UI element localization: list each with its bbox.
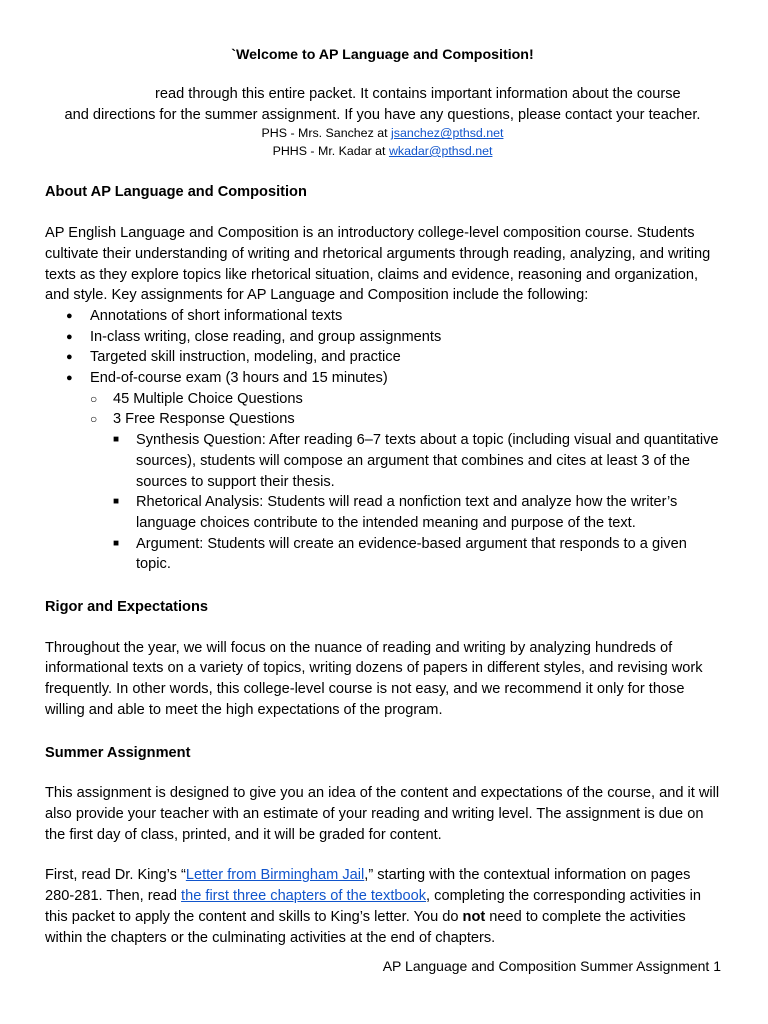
contact-phhs <box>45 143 720 161</box>
text-run: First, read Dr. King’s “ <box>45 867 186 884</box>
textbook-link[interactable]: the first three chapters of the textbook <box>181 888 427 905</box>
intro-line-1: read through this entire packet. It contains important information about the course <box>155 86 681 102</box>
summer-paragraph-1: This assignment is designed to give you an idea of the content and expectations of the course, and it will also provide your teacher with an estimate of your reading and writing level. The assignment is due on the first day of class, printed, and it will be graded for content. <box>45 785 720 843</box>
letter-link[interactable]: Letter from Birmingham Jail <box>185 867 365 884</box>
list-item: ● In-class writing, close reading, and group assignments <box>45 327 720 348</box>
text-run: need to complete the activities within the chapters or the culminating activities at the end of chapters. <box>45 908 686 946</box>
document-page <box>45 45 720 948</box>
list-item: ● Targeted skill instruction, modeling, and practice <box>45 347 720 368</box>
page-title: `Welcome to AP Language and Composition! <box>231 47 534 63</box>
list-item: ■ Synthesis Question: After reading 6–7 texts about a topic (including visual and quantitative sources), students will compose an argument that combines and cites at least 3 of the sources to support their thesis. <box>113 430 720 492</box>
list-item-text: End-of-course exam (3 hours and 15 minutes) <box>90 370 388 387</box>
contact-label: PHHS - Mr. Kadar at <box>272 143 389 158</box>
key-assignments-list <box>45 306 720 575</box>
summer-paragraph-2 <box>45 865 720 948</box>
email-link[interactable]: wkadar@pthsd.net <box>388 143 493 158</box>
text-run: , completing the corresponding activities in this packet to apply the content and skills to King’s letter. You do <box>45 888 702 925</box>
section-heading-about: About AP Language and Composition <box>45 184 307 201</box>
section-heading-rigor: Rigor and Expectations <box>45 599 208 616</box>
text-run: ,” starting with the contextual information on pages 280-281. Then, read <box>45 867 691 905</box>
email-link[interactable]: jsanchez@pthsd.net <box>391 126 504 141</box>
list-item <box>45 368 720 575</box>
list-item <box>90 409 720 575</box>
list-item-text: 3 Free Response Questions <box>113 411 295 428</box>
contact-list <box>45 125 720 160</box>
list-item: ■ Argument: Students will create an evidence-based argument that responds to a given topic. <box>113 534 720 575</box>
rigor-paragraph: Throughout the year, we will focus on the nuance of reading and writing by analyzing hundreds of informational texts on a variety of topics, writing dozens of papers in different styles, and revising work frequently. In other words, this college-level course is not easy, and we recommend it only for those willing and able to meet the high expectations of the program. <box>45 639 703 718</box>
exam-parts-list <box>90 389 720 575</box>
frq-list <box>113 430 720 575</box>
page-footer: AP Language and Composition Summer Assignment 1 <box>382 958 721 974</box>
contact-phs <box>45 125 720 143</box>
intro <box>45 84 720 125</box>
about-paragraph: AP English Language and Composition is an introductory college-level composition course. Students cultivate their understanding of writing and rhetorical arguments through reading, analyzing, and writing texts as they explore topics like rhetorical situation, claims and evidence, reasoning and organization, and style. Key assignments for AP Language and Composition include the following: <box>45 225 711 304</box>
list-item: ■ Rhetorical Analysis: Students will read a nonfiction text and analyze how the writer’s language choices contribute to the intended meaning and purpose of the text. <box>113 492 720 533</box>
emphasis-not: not <box>462 908 486 925</box>
section-heading-summer: Summer Assignment <box>45 744 191 761</box>
list-item: ○ 45 Multiple Choice Questions <box>90 389 720 410</box>
list-item: ● Annotations of short informational texts <box>45 306 720 327</box>
contact-label: PHS - Mrs. Sanchez at <box>261 126 391 141</box>
intro-line-2: and directions for the summer assignment. If you have any questions, please contact your teacher. <box>64 106 701 123</box>
